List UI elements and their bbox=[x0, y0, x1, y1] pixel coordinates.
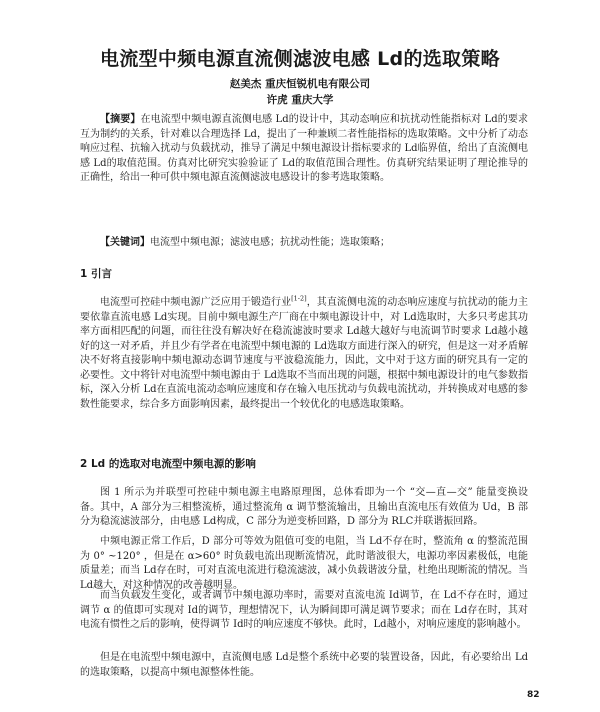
keywords bbox=[80, 236, 528, 251]
author-line-1: 赵美杰 重庆恒锐机电有限公司 bbox=[229, 78, 371, 90]
abstract bbox=[80, 113, 528, 186]
section-heading-ld-influence: 2 Ld 的选取对电流型中频电源的影响 bbox=[80, 458, 256, 470]
keywords-label: 【关键词】 bbox=[100, 237, 150, 248]
intro-text-after: ，其直流侧电流的动态响应速度与抗扰动的能力主要依靠直流电感 Ld实现。目前中频电源生产厂商在中频电源设计中，对 Ld选取时，大多只考虑其功率方面相匹配的问题，而往往没有解决好在稳流滤波时要求 Ld越大越好与电流调节时要求 Ld越小越好的这一对矛盾，并且少有学者在电流型中频电源的 Ld选取方面进行深入的研究，但是这一对矛盾解决不好将直接影响中频电源动态调节速度与平波稳流能力，因此，文中对于这方面的研究具有一定的必要性。文中将针对电流型中频电源由于 Ld选取不当而出现的问题，根据中频电源设计的电气参数指标，深入分析 Ld在直流电流动态响应速度和存在输入电压扰动与负载电流扰动，并转换成对电感的参数性能要求，综合多方面影响因素，最终提出一个较优化的电感选取策略。 bbox=[80, 297, 529, 410]
section2-paragraph-3: 而当负载发生变化，或者调节中频电源功率时，需要对直流电流 Id调节，在 Ld不存在时，通过调节 α 的值即可实现对 Id的调节，理想情况下，认为瞬间即可满足调节要求；而在 Ld存在时，其对电流有惯性之后的影响，使得调节 Id时的响应速度不够快。此时，Ld越小，对响应速度的影响越小。 bbox=[80, 590, 528, 630]
page-number: 82 bbox=[527, 690, 540, 700]
section2-paragraph-2: 中频电源正常工作后，D 部分可等效为阻值可变的电阻，当 Ld不存在时，整流角 α 的整流范围为 0° ~120° ，但是在 α>60° 时负载电流出现断流情况，此时谐波很大，电源功率因素极低，电能质量差；而当 Ld存在时，可对直流电流进行稳流滤波，减小负载谐波分量，杜绝出现断流的情况。当 Ld越大，对这种情况的改善越明显。 bbox=[80, 536, 528, 591]
section2-paragraph-1: 图 1 所示为并联型可控硅中频电源主电路原理图，总体看即为一个 “交—直—交” 能量变换设备。其中，A 部分为三相整流桥，通过整流角 α 调节整流输出，且输出直流电压有效值为 Ud，B 部分为稳流滤波部分，由电感 Ld构成，C 部分为逆变桥回路，D 部分为 RLC并联谐振回路。 bbox=[80, 487, 528, 527]
citation-ref: [1-2] bbox=[291, 294, 307, 303]
section-heading-introduction: 1 引言 bbox=[80, 268, 112, 280]
author-line-2: 许虎 重庆大学 bbox=[266, 94, 334, 106]
abstract-label: 【摘要】 bbox=[100, 114, 141, 125]
keywords-text: 电流型中频电源；滤波电感；抗扰动性能；选取策略； bbox=[150, 237, 390, 248]
section2-paragraph-4: 但是在电流型中频电源中，直流侧电感 Ld是整个系统中必要的装置设备，因此，有必要给出 Ld的选取策略，以提高中频电源整体性能。 bbox=[80, 652, 528, 678]
abstract-text: 在电流型中频电源直流侧电感 Ld的设计中，其动态响应和抗扰动性能指标对 Ld的要求互为制约的关系，针对难以合理选择 Ld，提出了一种兼顾二者性能指标的选取策略。文中分析了动态响应过程、抗输入扰动与负载扰动，推导了满足中频电源设计指标要求的 Ld临界值，给出了直流侧电感 Ld的取值范围。仿真对比研究实验验证了 Ld的取值范围合理性。仿真研究结果证明了理论推导的正确性，给出一种可供中频电源直流侧滤波电感设计的参考选取策略。 bbox=[80, 114, 528, 183]
intro-text-before: 电流型可控硅中频电源广泛应用于锻造行业 bbox=[100, 297, 292, 308]
paper-title: 电流型中频电源直流侧滤波电感 Ld的选取策略 bbox=[100, 48, 500, 70]
introduction-paragraph bbox=[80, 296, 528, 412]
